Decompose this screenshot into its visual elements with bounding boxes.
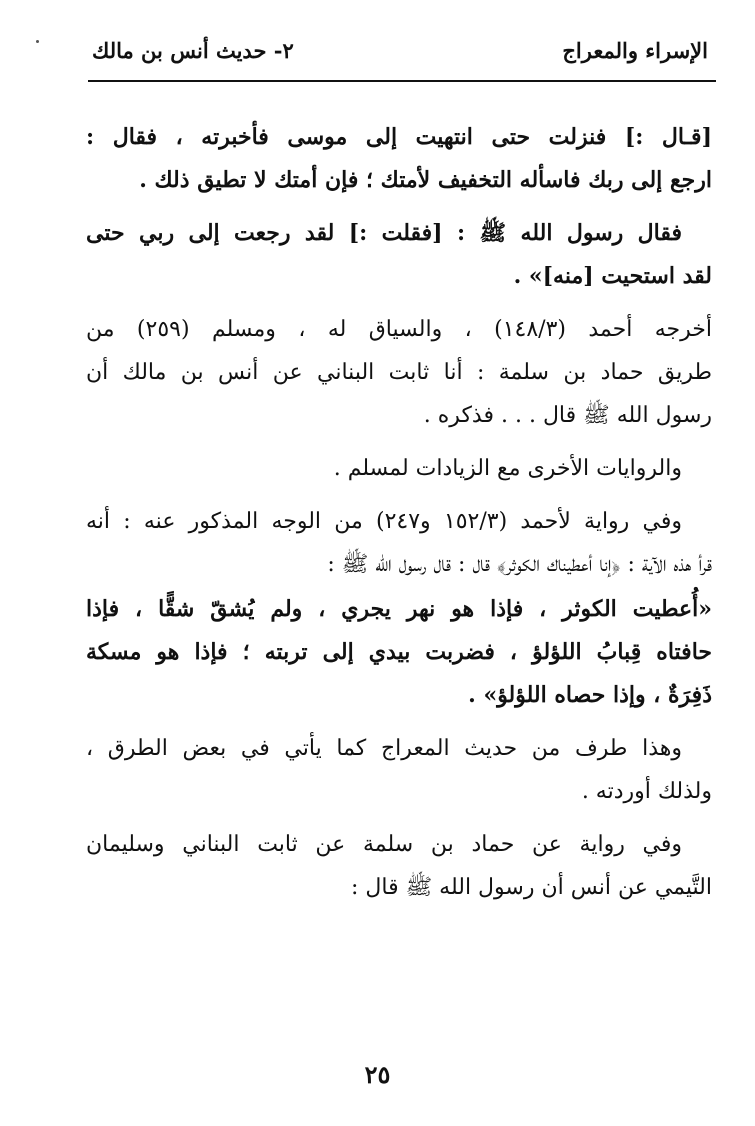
section-title: ٢- حديث أنس بن مالك (92, 38, 294, 63)
paragraph (86, 588, 712, 717)
paragraph (86, 500, 712, 586)
text-line: ذَفِرَةٌ ، وإذا حصاه اللؤلؤ» . (468, 682, 712, 708)
text-line: رسول الله ﷺ قال . . . فذكره . (423, 403, 712, 428)
paragraph (86, 212, 712, 298)
text-line: ارجع إلى ربك فاسأله التخفيف لأمتك ؛ فإن أمتك لا تطيق ذلك . (139, 167, 712, 193)
scan-speck (36, 40, 39, 43)
text-line: «أُعطيت الكوثر ، فإذا هو نهر يجري ، ولم يُشقّ شقًّا ، فإذا (86, 596, 712, 622)
text-line: طريق حماد بن سلمة : أنا ثابت البناني عن أنس بن مالك أن (86, 360, 712, 385)
text-line: وهذا طرف من حديث المعراج كما يأتي في بعض الطرق ، (86, 736, 682, 761)
page-number: ٢٥ (364, 1060, 391, 1089)
text-line: لقد استحيت [منه]» . (513, 263, 712, 289)
text-line: التَّيمي عن أنس أن رسول الله ﷺ قال : (350, 875, 712, 900)
text-line: [قـال :] فنزلت حتى انتهيت إلى موسى فأخبرته ، فقال : (86, 124, 712, 150)
text-line: قرأ هذه الآية : ﴿إنا أعطيناك الكوثر﴾ قال : قال رسول الله ﷺ : (327, 552, 712, 577)
paragraph (86, 823, 712, 909)
text-line: وفي رواية لأحمد (١٥٢/٣ و٢٤٧) من الوجه المذكور عنه : أنه (86, 509, 682, 534)
paragraph (86, 116, 712, 202)
text-line: والروايات الأخرى مع الزيادات لمسلم . (333, 456, 682, 481)
text-line: وفي رواية عن حماد بن سلمة عن ثابت البناني وسليمان (86, 832, 682, 857)
paragraph (86, 727, 712, 813)
text-line: ولذلك أوردته . (581, 779, 712, 804)
text-line: أخرجه أحمد (١٤٨/٣) ، والسياق له ، ومسلم (٢٥٩) من (86, 317, 713, 342)
text-line: حافتاه قِبابُ اللؤلؤ ، فضربت بيدي إلى تربته ؛ فإذا هو مسكة (86, 639, 712, 665)
chapter-title: الإسراء والمعراج (562, 38, 708, 63)
paragraph (86, 447, 712, 490)
paragraph (86, 308, 712, 437)
running-header (86, 32, 716, 76)
header-divider (88, 80, 716, 82)
text-line: فقال رسول الله ﷺ : [فقلت :] لقد رجعت إلى ربي حتى (86, 220, 682, 246)
main-text (86, 116, 712, 911)
